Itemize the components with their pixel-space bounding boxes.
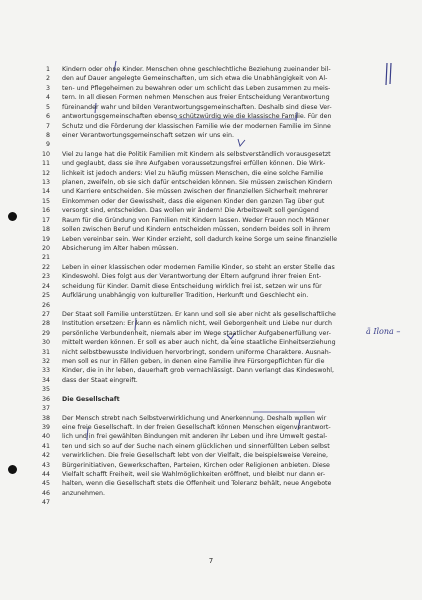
line-number: 46 xyxy=(41,489,50,497)
line-number: 41 xyxy=(41,442,50,450)
line-number: 12 xyxy=(41,169,50,177)
text-line: lichkeit ist jedoch anders: Viel zu häufig müssen Menschen, die eine solche Familie xyxy=(62,169,324,177)
text-line: Viel zu lange hat die Politik Familien mit Kindern als selbstverständlich vorausgesetzt xyxy=(62,150,331,158)
line-number: 6 xyxy=(45,113,50,121)
text-line: Aufklärung unabhängig von kultureller Tradition, Herkunft und Geschlecht ein. xyxy=(62,292,309,300)
text-line: Der Mensch strebt nach Selbstverwirklichung und Anerkennung. Deshalb wollen wir xyxy=(62,414,327,422)
line-number: 22 xyxy=(41,263,50,271)
text-line: sollen zwischen Beruf und Kindern entscheiden müssen, sondern beides soll in ihrem xyxy=(62,226,331,234)
line-number: 30 xyxy=(41,339,50,347)
line-number: 5 xyxy=(45,103,50,111)
line-number: 23 xyxy=(41,273,50,281)
line-number: 45 xyxy=(41,480,50,488)
line-number: 16 xyxy=(41,207,50,215)
line-number: 9 xyxy=(45,141,50,149)
line-number: 11 xyxy=(41,160,50,168)
line-number: 44 xyxy=(41,471,50,479)
page-number: 7 xyxy=(208,557,214,565)
text-line: Kinder, die in ihr leben, dauerhaft grob vernachlässigt. Dann verlangt das Kindeswohl, xyxy=(62,367,335,375)
text-line: Absicherung im Alter haben müssen. xyxy=(62,244,179,252)
line-number: 14 xyxy=(41,188,50,196)
text-line: verwirklichen. Die freie Gesellschaft lebt von der Vielfalt, die beispielsweise Vereine, xyxy=(62,452,329,460)
line-number: 35 xyxy=(41,386,50,394)
line-number: 2 xyxy=(45,75,50,83)
line-number: 47 xyxy=(41,499,50,507)
line-number: 43 xyxy=(41,461,50,469)
text-line: Einkommen oder der Gewissheit, dass die eigenen Kinder den ganzen Tag über gut xyxy=(62,197,325,205)
line-number: 36 xyxy=(41,395,50,403)
text-line: lich und in frei gewählten Bindungen mit anderen ihr Leben und ihre Umwelt gestal- xyxy=(62,433,328,441)
text-line: und Karriere entscheiden. Sie müssen zwischen der finanziellen Sicherheit mehrerer xyxy=(62,188,328,196)
text-line: den auf Dauer angelegte Gemeinschaften, um sich etwa die Unabhängigkeit von Al- xyxy=(62,75,328,83)
line-number: 27 xyxy=(41,310,50,318)
text-line: und geglaubt, dass sie ihre Aufgaben voraussetzungsfrei erfüllen können. Die Wirk- xyxy=(62,160,326,168)
text-line: Schutz und die Förderung der klassischen Familie wie der modernen Familie im Sinne xyxy=(62,122,331,130)
line-number: 10 xyxy=(41,150,50,158)
text-line: ten und sich so auf der Suche nach einem glücklichen und sinnerfüllten Leben selbst xyxy=(62,442,330,450)
line-number: 40 xyxy=(41,433,50,441)
text-line: Raum für die Gründung von Familien mit Kindern lassen. Weder Frauen noch Männer xyxy=(62,216,330,224)
line-number: 39 xyxy=(41,423,50,431)
section-heading: Die Gesellschaft xyxy=(62,395,120,403)
line-number: 34 xyxy=(41,376,50,384)
text-line: anzunehmen. xyxy=(62,489,106,497)
text-line: Vielfalt schafft Freiheit, weil sie Wahlmöglichkeiten eröffnet, und bleibt nur dann er- xyxy=(62,471,326,479)
line-number: 15 xyxy=(41,197,50,205)
line-number: 18 xyxy=(41,226,50,234)
text-line: nicht selbstbewusste Individuen hervorbringt, sondern uniforme Charaktere. Ausnah- xyxy=(62,348,332,356)
text-line: ten- und Pflegeheimen zu bewahren oder um schlicht das Leben zusammen zu meis- xyxy=(62,84,331,92)
text-line: antwortungsgemeinschaften ebenso schützwürdig wie die klassische Familie. Für den xyxy=(62,113,332,121)
text-line: einer Verantwortungsgemeinschaft setzen wir uns ein. xyxy=(62,131,234,139)
text-line: eine freie Gesellschaft. In der freien Gesellschaft können Menschen eigenverantwort- xyxy=(62,423,331,431)
line-number: 20 xyxy=(41,244,50,252)
text-line: Kindern oder ohne Kinder. Menschen ohne geschlechtliche Beziehung zueinander bil- xyxy=(62,66,331,73)
line-number: 42 xyxy=(41,452,50,460)
text-line: scheidung für Kinder. Damit diese Entscheidung wirklich frei ist, setzen wir uns für xyxy=(62,282,322,290)
line-number: 1 xyxy=(45,66,50,73)
line-number: 28 xyxy=(41,320,50,328)
line-number: 3 xyxy=(45,84,50,92)
text-line: planen, zweifeln, ob sie sich dafür entscheiden können. Sie müssen zwischen Kindern xyxy=(62,179,333,187)
line-number: 26 xyxy=(41,301,50,309)
line-number: 4 xyxy=(45,94,50,102)
line-number: 29 xyxy=(41,329,50,337)
text-line: Der Staat soll Familie unterstützen. Er kann und soll sie aber nicht als gesellschaftliche xyxy=(62,310,336,318)
line-number: 25 xyxy=(41,292,50,300)
text-line: Kindeswohl. Dies folgt aus der Verantwortung der Eltern aufgrund ihrer freien Ent- xyxy=(62,273,322,281)
text-line: Bürgerinitiativen, Gewerkschaften, Parteien, Kirchen oder Religionen anbieten. Diese xyxy=(62,461,330,469)
line-number: 31 xyxy=(41,348,50,356)
line-number: 7 xyxy=(45,122,50,130)
line-number: 33 xyxy=(41,367,50,375)
handwritten-margin-note: ä Ilona – xyxy=(366,327,401,336)
text-line: Leben in einer klassischen oder modernen Familie Kinder, so steht an erster Stelle das xyxy=(62,263,335,271)
text-line: füreinander wahr und bilden Verantwortungsgemeinschaften. Deshalb sind diese Ver- xyxy=(62,103,332,111)
line-number: 32 xyxy=(41,358,50,366)
line-number: 21 xyxy=(41,254,50,262)
line-number: 38 xyxy=(41,414,50,422)
text-line: versorgt sind, entscheiden. Das wollen wir ändern! Die Arbeitswelt soll genügend xyxy=(62,207,319,215)
text-line: dass der Staat eingreift. xyxy=(62,376,138,384)
line-number: 17 xyxy=(41,216,50,224)
line-number: 13 xyxy=(41,179,50,187)
line-number: 8 xyxy=(45,131,50,139)
text-line: persönliche Verbundenheit, niemals aber im Wege staatlicher Aufgabenerfüllung ver- xyxy=(62,329,331,337)
text-line: tern. In all diesen Formen nehmen Menschen aus freier Entscheidung Verantwortung xyxy=(62,94,330,102)
line-number: 37 xyxy=(41,405,50,413)
line-number: 24 xyxy=(41,282,50,290)
text-line: mittelt werden können. Er soll es aber auch nicht, da eine staatliche Einheitserziehung xyxy=(62,339,336,347)
text-line: men soll es nur in Fällen geben, in denen eine Familie ihre Fürsorgepflichten für die xyxy=(62,358,325,366)
text-line: halten, wenn die Gesellschaft stets die Offenheit und Toleranz behält, neue Angebote xyxy=(62,480,332,488)
text-line: Leben vereinbar sein. Wer Kinder erzieht, soll dadurch keine Sorge um seine finanzielle xyxy=(62,235,338,243)
text-line: Institution ersetzen: Er kann es nämlich nicht, weil Geborgenheit und Liebe nur durch xyxy=(62,320,332,328)
line-number: 19 xyxy=(41,235,50,243)
